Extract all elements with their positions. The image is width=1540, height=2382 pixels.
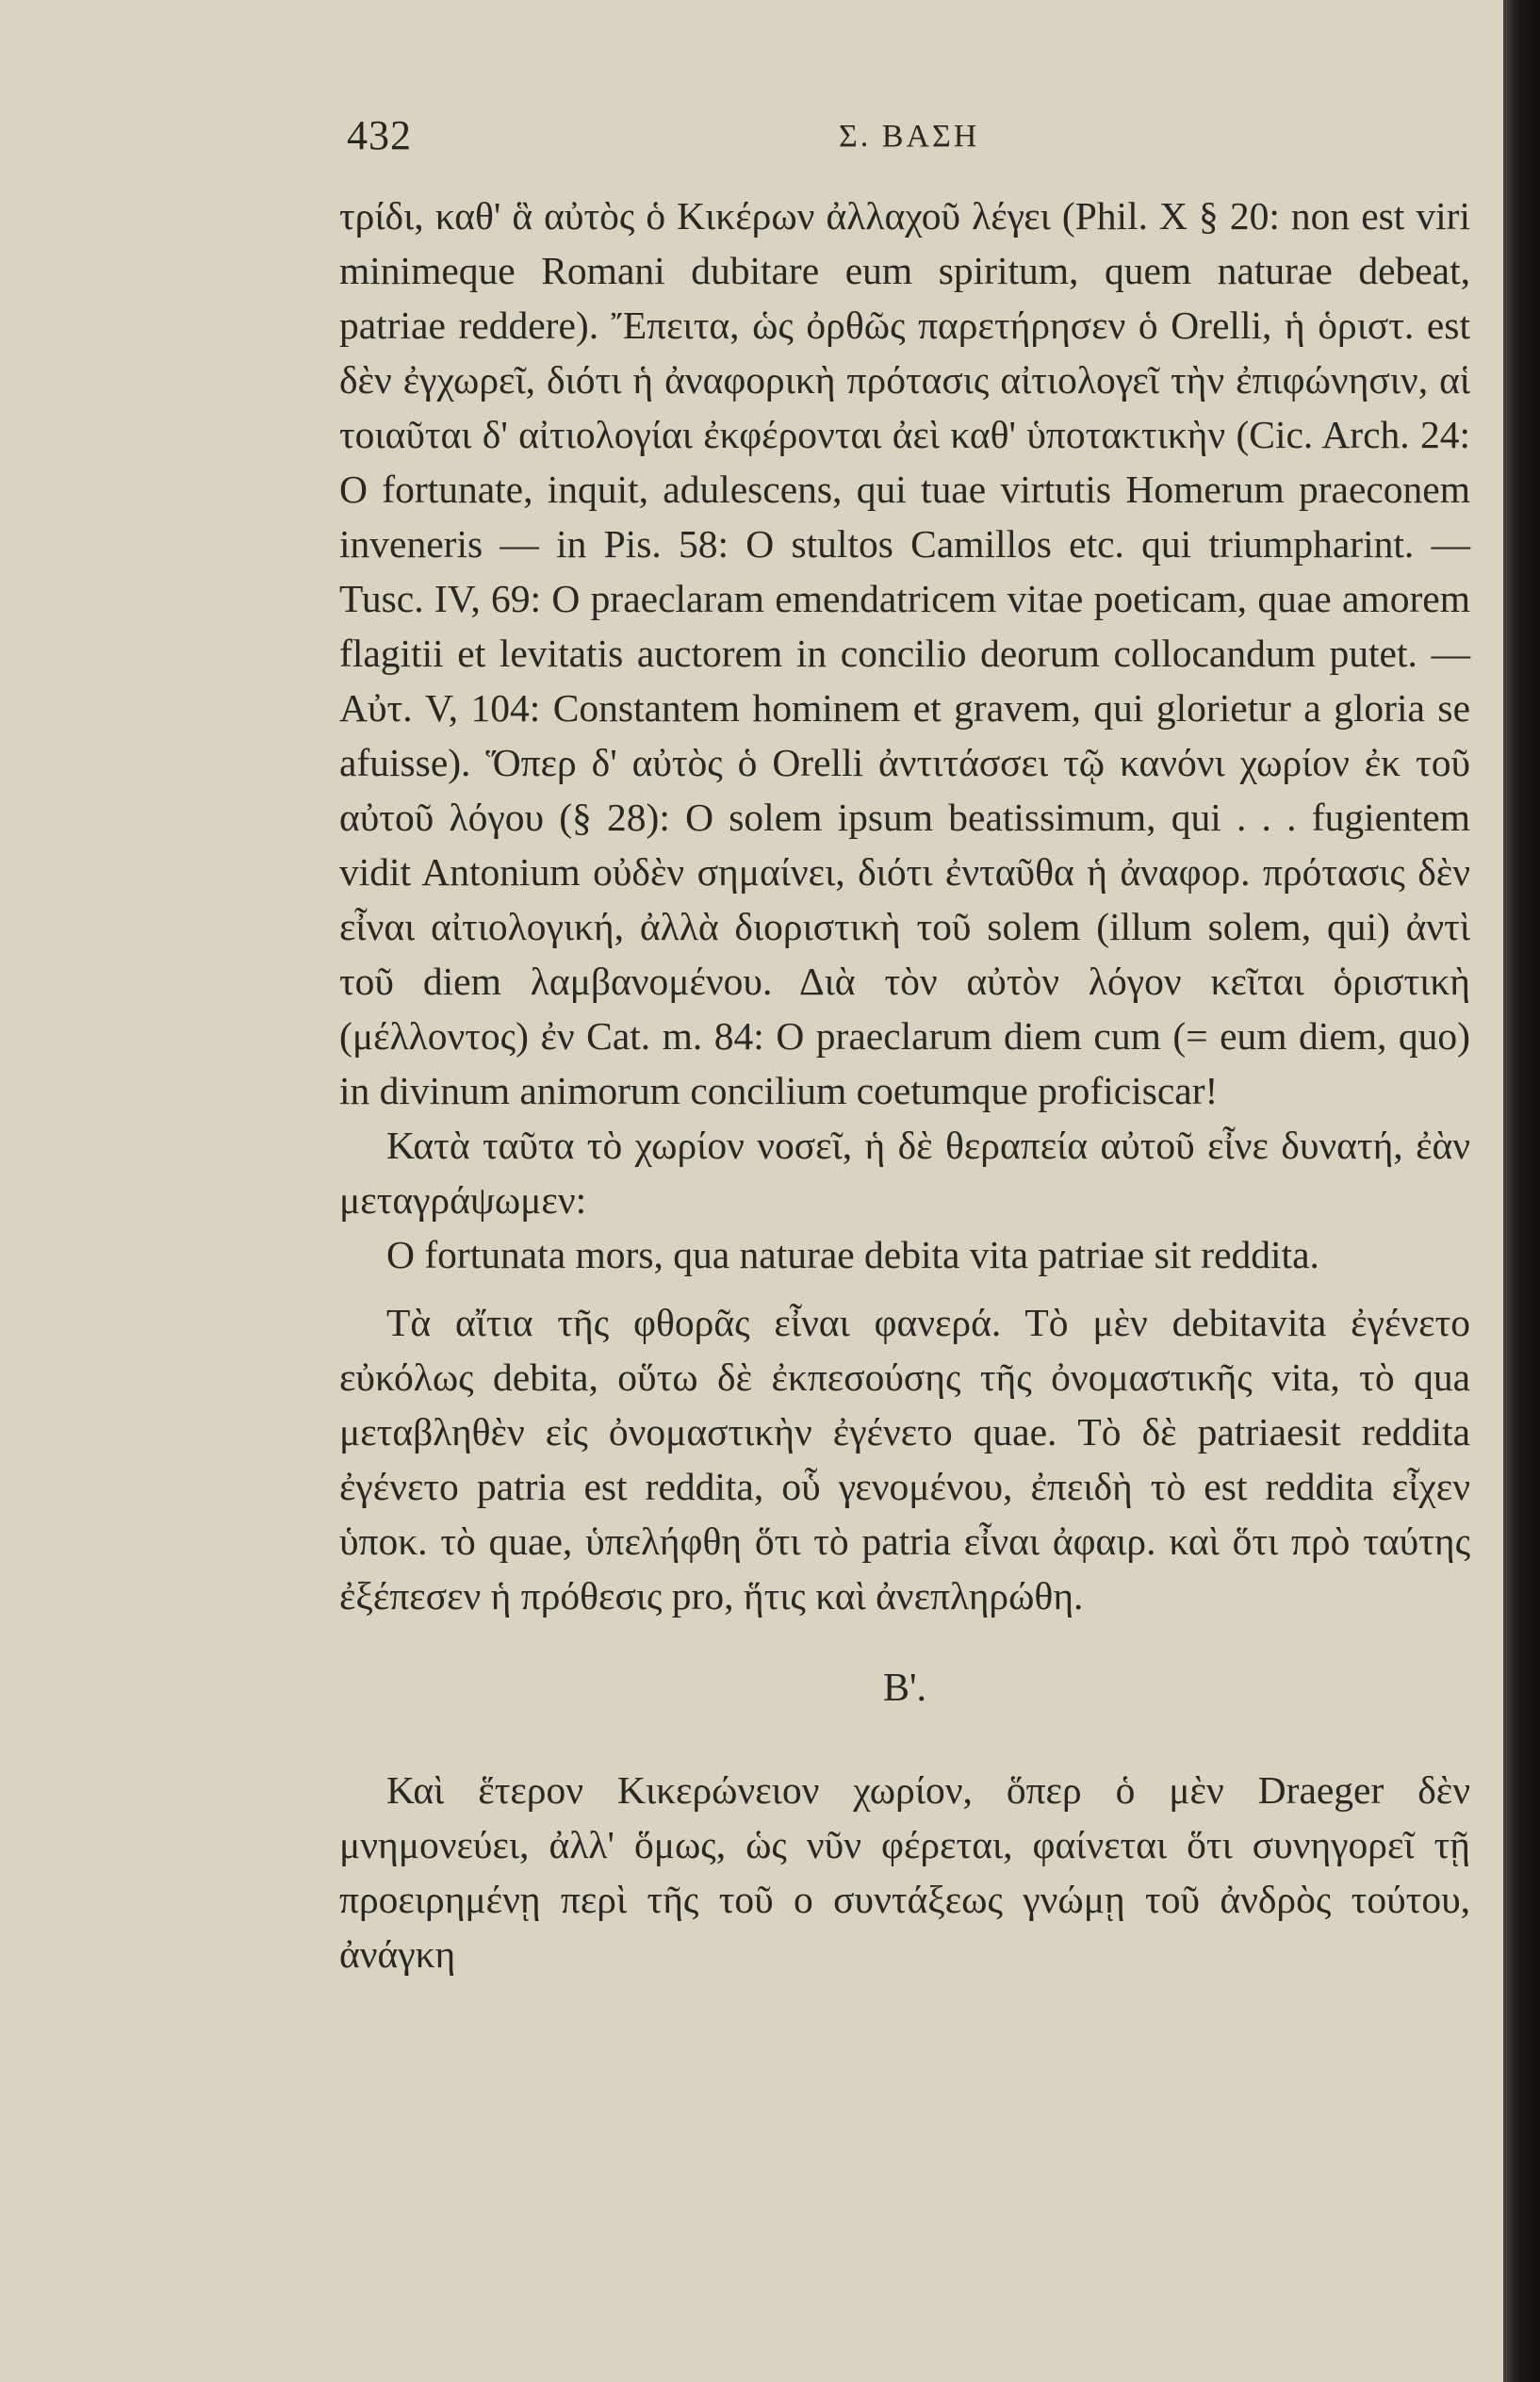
paragraph-3: Τὰ αἴτια τῆς φθορᾶς εἶναι φανερά. Τὸ μὲν debitavita ἐγένετο εὐκόλως debita, οὕτω δὲ ἐκπεσούσης τῆς ὀνομαστικῆς vita, τὸ qua μεταβληθὲν εἰς ὀνομαστικὴν ἐγένετο quae. Τὸ δὲ patriaesit reddita ἐγένετο patria est reddita, οὗ γενομένου, ἐπειδὴ τὸ est reddita εἶχεν ὑποκ. τὸ quae, ὑπελήφθη ὅτι τὸ patria εἶναι ἀφαιρ. καὶ ὅτι πρὸ ταύτης ἐξέπεσεν ἡ πρόθεσις pro, ἥτις καὶ ἀνεπληρώθη. — [339, 1301, 1470, 1618]
paragraph-2: Κατὰ ταῦτα τὸ χωρίον νοσεῖ, ἡ δὲ θεραπεία αὐτοῦ εἶνε δυνατή, ἐὰν μεταγράψωμεν: — [339, 1124, 1470, 1222]
page-header — [0, 111, 1503, 168]
page-number: 432 — [347, 112, 412, 158]
running-head: Σ. ΒΑΣΗ — [839, 119, 980, 154]
emended-quote: O fortunata mors, qua naturae debita vita patriae sit reddita. — [386, 1233, 1319, 1276]
section-mark: Β'. — [882, 1667, 927, 1710]
page-edge — [1503, 0, 1540, 2382]
body-text — [339, 189, 1470, 1981]
paragraph-1: τρίδι, καθ' ἃ αὐτὸς ὁ Κικέρων ἀλλαχοῦ λέγει (Phil. X § 20: non est viri minimeque Romani dubitare eum spiritum, quem naturae debeat, patriae reddere). Ἔπειτα, ὡς ὀρθῶς παρετήρησεν ὁ Orelli, ἡ ὁριστ. est δὲν ἐγχωρεῖ, διότι ἡ ἀναφορικὴ πρότασις αἰτιολογεῖ τὴν ἐπιφώνησιν, αἱ τοιαῦται δ' αἰτιολογίαι ἐκφέρονται ἀεὶ καθ' ὑποτακτικὴν (Cic. Arch. 24: O fortunate, inquit, adulescens, qui tuae virtutis Homerum praeconem inveneris — in Pis. 58: O stultos Camillos etc. qui triumpharint. — Tusc. IV, 69: O praeclaram emendatricem vitae poeticam, quae amorem flagitii et levitatis auctorem in concilio deorum collocandum putet. — Αὐτ. V, 104: Constantem hominem et gravem, qui glorietur a gloria se afuisse). Ὅπερ δ' αὐτὸς ὁ Orelli ἀντιτάσσει τῷ κανόνι χωρίον ἐκ τοῦ αὐτοῦ λόγου (§ 28): O solem ipsum beatissimum, qui . . . fugientem vidit Antonium οὐδὲν σημαίνει, διότι ἐνταῦθα ἡ ἀναφορ. πρότασις δὲν εἶναι αἰτιολογική, ἀλλὰ διοριστικὴ τοῦ solem (illum solem, qui) ἀντὶ τοῦ diem λαμβανομένου. Διὰ τὸν αὐτὸν λόγον κεῖται ὁριστικὴ (μέλλοντος) ἐν Cat. m. 84: O praeclarum diem cum (= eum diem, quo) in divinum animorum concilium coetumque proficiscar! — [339, 194, 1470, 1112]
paragraph-4: Καὶ ἕτερον Κικερώνειον χωρίον, ὅπερ ὁ μὲν Draeger δὲν μνημονεύει, ἀλλ' ὅμως, ὡς νῦν φέρεται, φαίνεται ὅτι συνηγορεῖ τῇ προειρημένῃ περὶ τῆς τοῦ ο συντάξεως γνώμῃ τοῦ ἀνδρὸς τούτου, ἀνάγκη — [339, 1768, 1470, 1976]
